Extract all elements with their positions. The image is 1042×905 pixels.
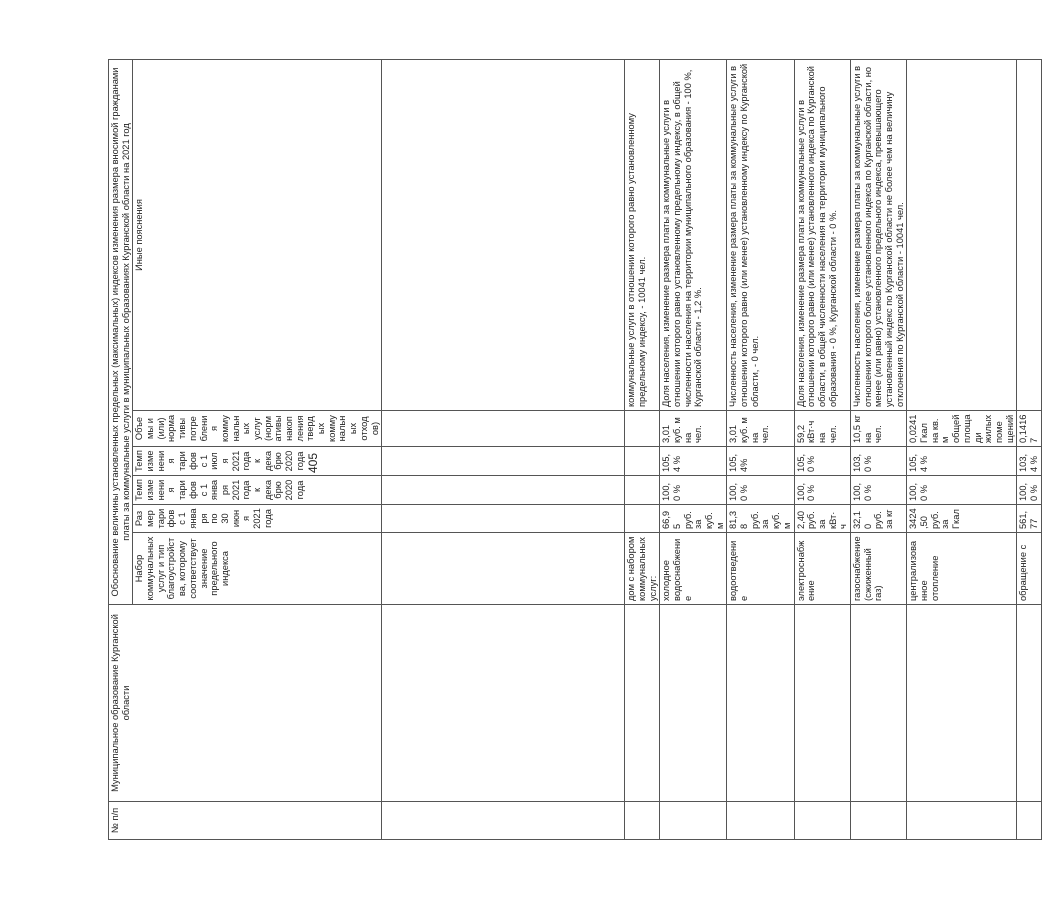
blank-cell (382, 476, 625, 505)
tariff-cell: 3424,50 руб. за Гкал (907, 505, 1017, 533)
municipality-cell (1017, 605, 1041, 802)
blank-row (382, 59, 625, 839)
municipality-cell (727, 605, 794, 802)
note-cell: Доля населения, изменение размера платы за коммунальные услуги в отношении которого равно (или менее) установленного индекса по Курганской области, в общей численности населения на территории муниципального образования - 0 %, Курганской области - 0 %. (794, 59, 850, 410)
header-num: № п/п (109, 802, 382, 840)
header-justification: Обоснование величины установленных предельных (максимальных) индексов изменения размера вносимой гражданами платы за коммунальные услуги в муниципальных образованиях Курганской области на 2021 год (109, 59, 133, 604)
table-row (850, 59, 906, 839)
note-cell (1017, 59, 1041, 410)
service-cell: дом с набором коммунальных услуг: (625, 533, 660, 605)
blank-cell (382, 411, 625, 447)
table-row (625, 59, 660, 839)
table-row (907, 59, 1017, 839)
rate-jul-cell (625, 447, 660, 476)
blank-cell (382, 59, 625, 410)
rate-jul-cell: 105,0 % (794, 447, 850, 476)
volume-cell: 59,2 кВт·ч на чел. (794, 411, 850, 447)
service-cell: централизованное отопление (907, 533, 1017, 605)
rate-jan-cell: 100,0 % (850, 476, 906, 505)
tariff-cell: 66,95 руб. за куб. м (660, 505, 727, 533)
table-row (660, 59, 727, 839)
tariff-cell: 2,40 руб. за кВт·ч (794, 505, 850, 533)
table-row (794, 59, 850, 839)
rate-jan-cell: 100,0 % (727, 476, 794, 505)
tariff-cell: 32,10 руб. за кг (850, 505, 906, 533)
rotated-table-container (108, 60, 1039, 840)
municipality-cell (625, 605, 660, 802)
rate-jan-cell (625, 476, 660, 505)
blank-cell (382, 447, 625, 476)
volume-cell: 10,5 кг на чел. (850, 411, 906, 447)
rate-jul-cell: 103,4 % (1017, 447, 1041, 476)
tariff-cell: 561,77 (1017, 505, 1041, 533)
rate-jul-cell: 103,0 % (850, 447, 906, 476)
header-tariff-size: Размер тарифов с 1 января по 30 июня 2021 года (133, 505, 382, 533)
header-volumes: Объемы и (или) нормативы потребления коммунальных услуг (нормативы накопления твердых коммунальных отходов) (133, 411, 382, 447)
volume-cell: 0,0241 Гкал на кв. м общей площади жилых помещений (907, 411, 1017, 447)
blank-cell (382, 505, 625, 533)
blank-cell (382, 605, 625, 802)
note-cell: Численность населения, изменение размера платы за коммунальные услуги в отношении которого более установленного индекса по Курганской области, но менее (или равно) установленного предельного индекса, превышающего установленный индекс по Курганской области не более чем на величину отклонения по Курганской области - 10041 чел. (850, 59, 906, 410)
service-cell: водоотведение (727, 533, 794, 605)
header-rate-jul: Темп изменения тарифов с 1 июля 2021 года к декабрю 2020 года (133, 447, 382, 476)
rate-jan-cell: 100,0 % (794, 476, 850, 505)
num-cell (850, 802, 906, 840)
page-number: 405 (306, 452, 320, 474)
service-cell: газоснабжение (сжиженный газ) (850, 533, 906, 605)
blank-cell (382, 533, 625, 605)
volume-cell: 3,01 куб. м на чел. (727, 411, 794, 447)
rate-jan-cell: 100,0 % (907, 476, 1017, 505)
municipality-cell (794, 605, 850, 802)
tariff-cell (625, 505, 660, 533)
municipality-cell (850, 605, 906, 802)
volume-cell (625, 411, 660, 447)
header-rate-jan: Темп изменения тарифов с 1 января 2021 года к декабрю 2020 года (133, 476, 382, 505)
num-cell (1017, 802, 1041, 840)
note-cell: Численность населения, изменение размера платы за коммунальные услуги в отношении которого равно (или менее) установленному индексу по Курганской области, - 0 чел. (727, 59, 794, 410)
note-cell: коммунальные услуги в отношении которого равно установленному предельному индексу, - 10041 чел. (625, 59, 660, 410)
num-cell (907, 802, 1017, 840)
num-cell (794, 802, 850, 840)
note-cell (907, 59, 1017, 410)
header-services: Набор коммунальных услуг и тип благоустройства, которому соответствует значение предельного индекса (133, 533, 382, 605)
num-cell (625, 802, 660, 840)
rate-jul-cell: 105,4% (727, 447, 794, 476)
num-cell (727, 802, 794, 840)
header-row-1 (109, 59, 133, 839)
volume-cell: 3,01 куб. м на чел. (660, 411, 727, 447)
municipality-cell (907, 605, 1017, 802)
rate-jan-cell: 100,0 % (1017, 476, 1041, 505)
tariff-justification-table (108, 59, 1042, 840)
note-cell: Доля населения, изменение размера платы за коммунальные услуги в отношении которого равно установленному предельному индексу, в общей численности населения на территории муниципального образования - 100 %, Курганской области - 1,2 %. (660, 59, 727, 410)
num-cell (660, 802, 727, 840)
table-row (727, 59, 794, 839)
rate-jan-cell: 100,0 % (660, 476, 727, 505)
header-notes: Иные пояснения (133, 59, 382, 410)
service-cell: обращение с (1017, 533, 1041, 605)
blank-cell (382, 802, 625, 840)
tariff-cell: 81,38 руб. за куб. м (727, 505, 794, 533)
municipality-cell (660, 605, 727, 802)
table-row (1017, 59, 1041, 839)
header-municipality: Муниципальное образование Курганской области (109, 605, 382, 802)
service-cell: холодное водоснабжение (660, 533, 727, 605)
rate-jul-cell: 105,4 % (907, 447, 1017, 476)
volume-cell: 0,14167 (1017, 411, 1041, 447)
rate-jul-cell: 105,4 % (660, 447, 727, 476)
service-cell: электроснабжение (794, 533, 850, 605)
